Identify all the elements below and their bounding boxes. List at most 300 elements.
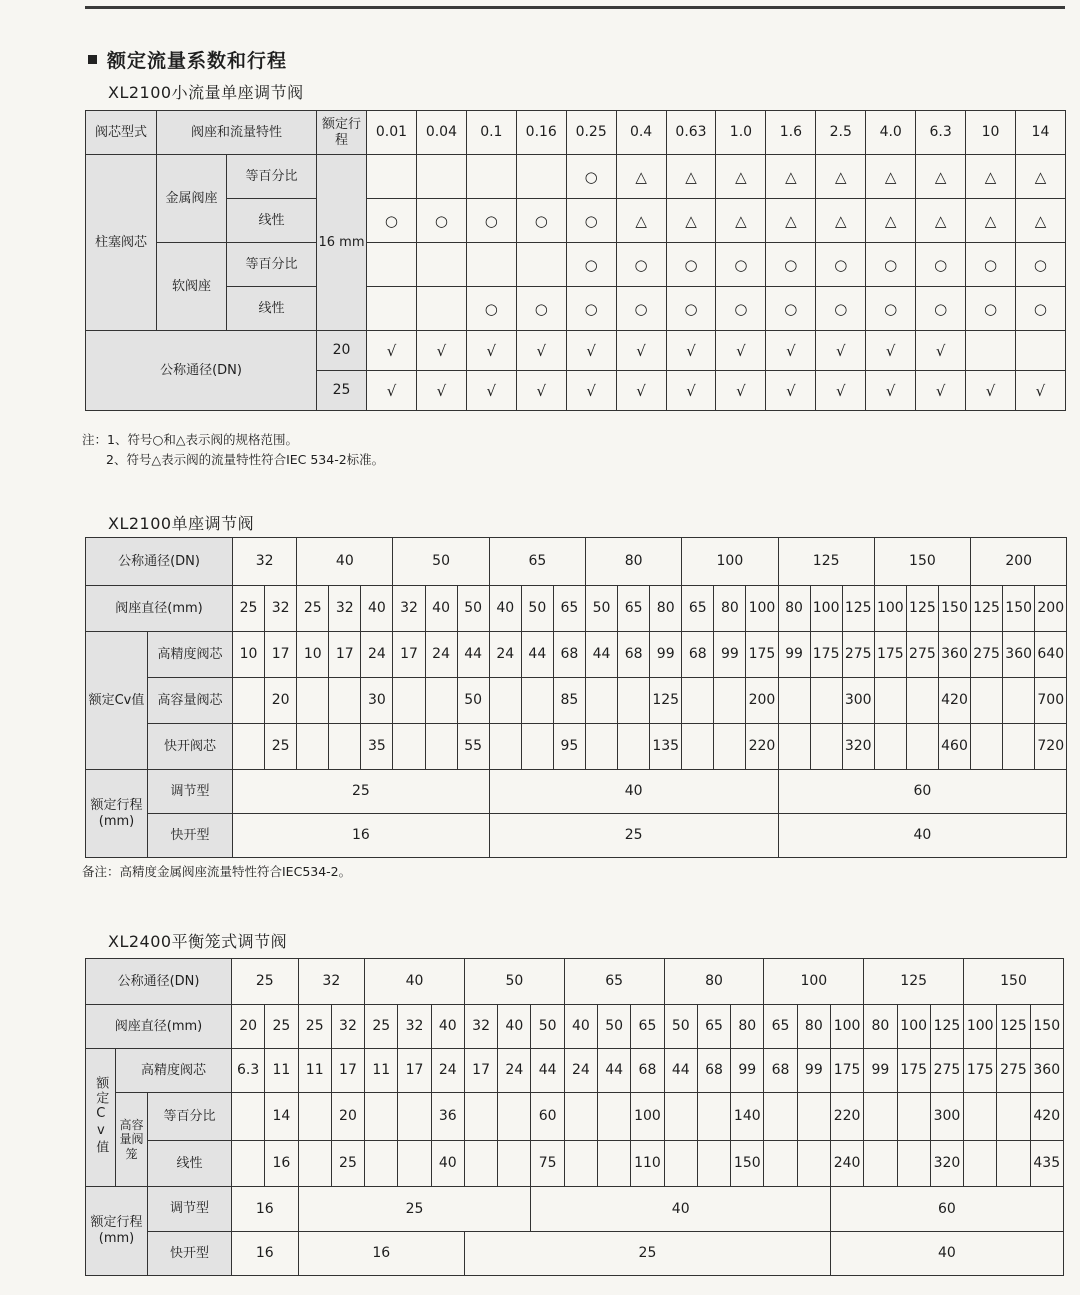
qo-value-cell — [778, 724, 810, 770]
eq-value-cell — [864, 1093, 897, 1141]
quick-open-core-label: 快开阀芯 — [148, 724, 233, 770]
seat-value-cell: 32 — [331, 1005, 364, 1049]
high-precision-core-label: 高精度阀芯 — [116, 1049, 232, 1093]
eq-value-cell — [897, 1093, 930, 1141]
spec-symbol-cell: √ — [866, 331, 916, 371]
soft-seat-label: 软阀座 — [157, 243, 227, 331]
lin-value-cell: 435 — [1030, 1141, 1063, 1187]
bullet-square-icon — [88, 55, 97, 64]
qo-value-cell — [810, 724, 842, 770]
spec-symbol-cell: △ — [916, 155, 966, 199]
spec-symbol-cell: √ — [516, 331, 566, 371]
seat-value-cell: 150 — [1003, 586, 1035, 632]
spec-symbol-cell: △ — [866, 155, 916, 199]
seat-value-cell: 25 — [365, 1005, 398, 1049]
spec-symbol-cell: ○ — [616, 287, 666, 331]
hp-value-cell: 175 — [830, 1049, 863, 1093]
hp-value-cell: 17 — [331, 1049, 364, 1093]
lin-value-cell — [797, 1141, 830, 1187]
hp-value-cell: 360 — [938, 632, 970, 678]
hp-value-cell: 360 — [1003, 632, 1035, 678]
quick-stroke-cell: 25 — [489, 814, 778, 858]
qo-value-cell — [906, 724, 938, 770]
seat-value-cell: 40 — [489, 586, 521, 632]
seat-value-cell: 32 — [398, 1005, 431, 1049]
qo-value-cell — [393, 724, 425, 770]
seat-value-cell: 100 — [874, 586, 906, 632]
spec-symbol-cell: △ — [766, 155, 816, 199]
hp-value-cell: 44 — [457, 632, 489, 678]
hc-value-cell — [874, 678, 906, 724]
qo-value-cell — [874, 724, 906, 770]
dn-header-cell: 25 — [232, 959, 299, 1005]
lin-value-cell — [564, 1141, 597, 1187]
lin-value-cell: 110 — [631, 1141, 664, 1187]
spec-symbol-cell: △ — [666, 155, 716, 199]
table-xl2100-small-flow — [85, 110, 1066, 411]
header-rated-stroke: 额定行程 — [317, 111, 367, 155]
hc-value-cell: 300 — [842, 678, 874, 724]
seat-value-cell: 65 — [682, 586, 714, 632]
hp-value-cell: 175 — [874, 632, 906, 678]
cv-header: 14 — [1016, 111, 1066, 155]
seat-value-cell: 32 — [265, 586, 297, 632]
spec-symbol-cell: △ — [616, 155, 666, 199]
hc-value-cell — [393, 678, 425, 724]
rated-stroke-label: 额定行程(mm) — [86, 1187, 148, 1276]
spec-symbol-cell: √ — [616, 331, 666, 371]
hp-value-cell: 17 — [464, 1049, 497, 1093]
seat-value-cell: 50 — [585, 586, 617, 632]
seat-value-cell: 80 — [797, 1005, 830, 1049]
spec-symbol-cell: ○ — [416, 199, 466, 243]
hc-value-cell: 50 — [457, 678, 489, 724]
seat-value-cell: 125 — [842, 586, 874, 632]
eq-value-cell: 20 — [331, 1093, 364, 1141]
spec-symbol-cell: ○ — [566, 287, 616, 331]
spec-symbol-cell: ○ — [916, 287, 966, 331]
table1-title: XL2100小流量单座调节阀 — [108, 83, 304, 102]
spec-symbol-cell: √ — [516, 371, 566, 411]
lin-value-cell: 75 — [531, 1141, 564, 1187]
seat-value-cell: 40 — [431, 1005, 464, 1049]
hp-value-cell: 44 — [585, 632, 617, 678]
seat-value-cell: 80 — [650, 586, 682, 632]
spec-symbol-cell: √ — [766, 371, 816, 411]
eq-value-cell: 300 — [930, 1093, 963, 1141]
hp-value-cell: 275 — [971, 632, 1003, 678]
spec-symbol-cell: √ — [367, 371, 417, 411]
qo-value-cell: 35 — [361, 724, 393, 770]
dn-header-cell: 32 — [298, 959, 365, 1005]
spec-symbol-cell: △ — [616, 199, 666, 243]
hp-value-cell: 68 — [631, 1049, 664, 1093]
spec-symbol-cell: √ — [1016, 371, 1066, 411]
spec-symbol-cell: √ — [766, 331, 816, 371]
hp-value-cell: 44 — [664, 1049, 697, 1093]
qo-value-cell — [585, 724, 617, 770]
qo-value-cell: 95 — [553, 724, 585, 770]
hc-value-cell — [682, 678, 714, 724]
seat-value-cell: 200 — [1035, 586, 1067, 632]
spec-symbol-cell: ○ — [466, 199, 516, 243]
eq-value-cell — [564, 1093, 597, 1141]
header-core-type: 阀芯型式 — [86, 111, 157, 155]
qo-value-cell — [329, 724, 361, 770]
cv-header: 0.01 — [367, 111, 417, 155]
metal-seat-label: 金属阀座 — [157, 155, 227, 243]
hc-value-cell: 30 — [361, 678, 393, 724]
hp-value-cell: 24 — [489, 632, 521, 678]
seat-value-cell: 100 — [964, 1005, 997, 1049]
quick-open-type-label: 快开型 — [148, 1232, 232, 1276]
seat-value-cell: 40 — [361, 586, 393, 632]
equal-percentage-label: 等百分比 — [148, 1093, 232, 1141]
seat-value-cell: 65 — [764, 1005, 797, 1049]
spec-symbol-cell: ○ — [766, 287, 816, 331]
dn-header-cell: 100 — [764, 959, 864, 1005]
seat-value-cell: 40 — [564, 1005, 597, 1049]
seat-value-cell: 80 — [778, 586, 810, 632]
hp-value-cell: 99 — [778, 632, 810, 678]
spec-symbol-cell: △ — [716, 155, 766, 199]
hp-value-cell: 175 — [746, 632, 778, 678]
spec-symbol-cell — [466, 155, 516, 199]
cv-header: 0.4 — [616, 111, 666, 155]
table-xl2400-balanced-cage — [85, 958, 1064, 1276]
spec-symbol-cell: ○ — [516, 287, 566, 331]
spec-symbol-cell — [966, 331, 1016, 371]
dn-header-cell: 40 — [297, 538, 393, 586]
hp-value-cell: 44 — [531, 1049, 564, 1093]
hp-value-cell: 360 — [1030, 1049, 1063, 1093]
seat-value-cell: 125 — [997, 1005, 1030, 1049]
dn-header-cell: 65 — [564, 959, 664, 1005]
seat-value-cell: 25 — [233, 586, 265, 632]
spec-symbol-cell: √ — [466, 331, 516, 371]
dn-header-cell: 100 — [682, 538, 778, 586]
seat-value-cell: 80 — [731, 1005, 764, 1049]
linear-label: 线性 — [227, 199, 317, 243]
table-xl2100-single-seat — [85, 537, 1067, 858]
seat-value-cell: 65 — [697, 1005, 730, 1049]
hc-value-cell — [297, 678, 329, 724]
hp-value-cell: 99 — [797, 1049, 830, 1093]
eq-value-cell — [232, 1093, 265, 1141]
eq-value-cell — [664, 1093, 697, 1141]
spec-symbol-cell: √ — [816, 331, 866, 371]
linear-label: 线性 — [227, 287, 317, 331]
high-precision-core-label: 高精度阀芯 — [148, 632, 233, 678]
lin-value-cell — [764, 1141, 797, 1187]
lin-value-cell — [498, 1141, 531, 1187]
lin-value-cell: 320 — [930, 1141, 963, 1187]
lin-value-cell — [298, 1141, 331, 1187]
hc-value-cell — [425, 678, 457, 724]
spec-symbol-cell: √ — [666, 371, 716, 411]
spec-symbol-cell — [367, 243, 417, 287]
lin-value-cell — [864, 1141, 897, 1187]
spec-symbol-cell — [516, 155, 566, 199]
lin-value-cell — [398, 1141, 431, 1187]
dn-header-cell: 80 — [664, 959, 764, 1005]
lin-value-cell — [232, 1141, 265, 1187]
seat-value-cell: 50 — [598, 1005, 631, 1049]
qo-value-cell — [297, 724, 329, 770]
cv-header: 1.6 — [766, 111, 816, 155]
hp-value-cell: 99 — [714, 632, 746, 678]
spec-symbol-cell — [416, 243, 466, 287]
dn-header-cell: 150 — [874, 538, 970, 586]
spec-symbol-cell: √ — [916, 371, 966, 411]
dn-header-cell: 80 — [585, 538, 681, 586]
table2-note: 备注：高精度金属阀座流量特性符合IEC534-2。 — [82, 864, 352, 879]
spec-symbol-cell: √ — [566, 371, 616, 411]
seat-value-cell: 125 — [906, 586, 938, 632]
spec-symbol-cell: √ — [616, 371, 666, 411]
eq-value-cell — [464, 1093, 497, 1141]
hp-value-cell: 17 — [393, 632, 425, 678]
qo-value-cell — [618, 724, 650, 770]
hc-value-cell — [714, 678, 746, 724]
hc-value-cell — [489, 678, 521, 724]
hp-value-cell: 175 — [810, 632, 842, 678]
spec-symbol-cell: ○ — [966, 287, 1016, 331]
hp-value-cell: 10 — [297, 632, 329, 678]
spec-symbol-cell: △ — [966, 199, 1016, 243]
regulating-type-label: 调节型 — [148, 770, 233, 814]
spec-symbol-cell: √ — [816, 371, 866, 411]
hc-value-cell — [810, 678, 842, 724]
qo-value-cell: 320 — [842, 724, 874, 770]
quick-stroke-cell: 40 — [778, 814, 1067, 858]
hp-value-cell: 275 — [997, 1049, 1030, 1093]
eq-value-cell: 60 — [531, 1093, 564, 1141]
spec-symbol-cell — [516, 243, 566, 287]
hc-value-cell — [778, 678, 810, 724]
lin-value-cell: 40 — [431, 1141, 464, 1187]
dn-header-cell: 40 — [365, 959, 465, 1005]
spec-symbol-cell: △ — [816, 155, 866, 199]
dn-header-cell: 125 — [864, 959, 964, 1005]
hp-value-cell: 175 — [964, 1049, 997, 1093]
hp-value-cell: 44 — [598, 1049, 631, 1093]
hc-value-cell — [233, 678, 265, 724]
hp-value-cell: 275 — [930, 1049, 963, 1093]
hp-value-cell: 17 — [398, 1049, 431, 1093]
plunger-core-label: 柱塞阀芯 — [86, 155, 157, 331]
spec-symbol-cell: √ — [716, 331, 766, 371]
eq-value-cell — [365, 1093, 398, 1141]
hp-value-cell: 24 — [361, 632, 393, 678]
equal-percentage-label: 等百分比 — [227, 155, 317, 199]
hc-value-cell: 420 — [938, 678, 970, 724]
lin-value-cell — [697, 1141, 730, 1187]
dn-header-cell: 32 — [233, 538, 297, 586]
hc-value-cell — [329, 678, 361, 724]
seat-value-cell: 40 — [498, 1005, 531, 1049]
cv-header: 0.04 — [416, 111, 466, 155]
spec-symbol-cell — [1016, 331, 1066, 371]
hp-value-cell: 11 — [265, 1049, 298, 1093]
dn-header-cell: 50 — [393, 538, 489, 586]
spec-symbol-cell: ○ — [916, 243, 966, 287]
seat-value-cell: 80 — [864, 1005, 897, 1049]
section-heading — [88, 46, 287, 73]
quick-stroke-cell: 16 — [232, 1232, 299, 1276]
hp-value-cell: 11 — [365, 1049, 398, 1093]
lin-value-cell: 16 — [265, 1141, 298, 1187]
hc-value-cell: 200 — [746, 678, 778, 724]
seat-value-cell: 65 — [631, 1005, 664, 1049]
hc-value-cell — [521, 678, 553, 724]
cv-header: 0.63 — [666, 111, 716, 155]
quick-stroke-cell: 40 — [830, 1232, 1063, 1276]
dn-header-cell: 150 — [964, 959, 1064, 1005]
reg-stroke-cell: 25 — [298, 1187, 531, 1232]
rated-cv-label-text: 额定Cv值 — [93, 1075, 109, 1155]
seat-value-cell: 100 — [830, 1005, 863, 1049]
dn-header-cell: 125 — [778, 538, 874, 586]
high-capacity-core-label: 高容量阀芯 — [148, 678, 233, 724]
lin-value-cell — [365, 1141, 398, 1187]
spec-symbol-cell: △ — [716, 199, 766, 243]
lin-value-cell — [598, 1141, 631, 1187]
table1-note-1: 注：1、符号○和△表示阀的规格范围。 — [82, 432, 298, 447]
hp-value-cell: 68 — [682, 632, 714, 678]
spec-symbol-cell: √ — [416, 331, 466, 371]
seat-value-cell: 100 — [897, 1005, 930, 1049]
hp-value-cell: 24 — [425, 632, 457, 678]
reg-stroke-cell: 25 — [233, 770, 490, 814]
spec-symbol-cell: ○ — [367, 199, 417, 243]
dn-20: 20 — [317, 331, 367, 371]
spec-symbol-cell — [416, 155, 466, 199]
seat-value-cell: 125 — [930, 1005, 963, 1049]
hp-value-cell: 24 — [431, 1049, 464, 1093]
nominal-diameter-label: 公称通径(DN) — [86, 331, 317, 411]
regulating-type-label: 调节型 — [148, 1187, 232, 1232]
spec-symbol-cell: ○ — [566, 199, 616, 243]
qo-value-cell — [521, 724, 553, 770]
dn-25: 25 — [317, 371, 367, 411]
spec-symbol-cell: √ — [367, 331, 417, 371]
seat-value-cell: 50 — [664, 1005, 697, 1049]
lin-value-cell — [964, 1141, 997, 1187]
reg-stroke-cell: 40 — [489, 770, 778, 814]
hp-value-cell: 11 — [298, 1049, 331, 1093]
lin-value-cell: 25 — [331, 1141, 364, 1187]
seat-value-cell: 25 — [297, 586, 329, 632]
seat-value-cell: 80 — [714, 586, 746, 632]
qo-value-cell: 460 — [938, 724, 970, 770]
spec-symbol-cell: △ — [1016, 155, 1066, 199]
cv-header: 0.16 — [516, 111, 566, 155]
seat-value-cell: 32 — [329, 586, 361, 632]
qo-value-cell: 135 — [650, 724, 682, 770]
spec-symbol-cell: ○ — [566, 243, 616, 287]
lin-value-cell — [997, 1141, 1030, 1187]
cv-header: 1.0 — [716, 111, 766, 155]
nominal-diameter-label: 公称通径(DN) — [86, 538, 233, 586]
cv-header: 0.25 — [566, 111, 616, 155]
rated-stroke-label: 额定行程(mm) — [86, 770, 148, 858]
cv-header: 6.3 — [916, 111, 966, 155]
spec-symbol-cell: ○ — [816, 243, 866, 287]
spec-symbol-cell: ○ — [1016, 287, 1066, 331]
spec-symbol-cell: △ — [966, 155, 1016, 199]
spec-symbol-cell: △ — [666, 199, 716, 243]
seat-diameter-label: 阀座直径(mm) — [86, 586, 233, 632]
hp-value-cell: 68 — [697, 1049, 730, 1093]
seat-value-cell: 100 — [746, 586, 778, 632]
eq-value-cell: 100 — [631, 1093, 664, 1141]
qo-value-cell — [233, 724, 265, 770]
seat-value-cell: 150 — [938, 586, 970, 632]
spec-symbol-cell: △ — [1016, 199, 1066, 243]
qo-value-cell — [714, 724, 746, 770]
seat-value-cell: 65 — [553, 586, 585, 632]
hc-value-cell: 700 — [1035, 678, 1067, 724]
cv-header: 2.5 — [816, 111, 866, 155]
qo-value-cell — [971, 724, 1003, 770]
top-rule — [85, 6, 1065, 9]
spec-symbol-cell: √ — [666, 331, 716, 371]
spec-symbol-cell — [367, 287, 417, 331]
seat-value-cell: 32 — [464, 1005, 497, 1049]
hp-value-cell: 24 — [564, 1049, 597, 1093]
spec-symbol-cell: △ — [866, 199, 916, 243]
reg-stroke-cell: 40 — [531, 1187, 830, 1232]
dn-header-cell: 200 — [971, 538, 1067, 586]
quick-open-type-label: 快开型 — [148, 814, 233, 858]
seat-value-cell: 25 — [298, 1005, 331, 1049]
spec-symbol-cell: √ — [866, 371, 916, 411]
high-capacity-cage-label: 高容量阀笼 — [116, 1093, 148, 1187]
seat-value-cell: 40 — [425, 586, 457, 632]
hp-value-cell: 68 — [764, 1049, 797, 1093]
dn-header-cell: 65 — [489, 538, 585, 586]
eq-value-cell — [797, 1093, 830, 1141]
spec-symbol-cell: √ — [916, 331, 966, 371]
seat-value-cell: 50 — [521, 586, 553, 632]
hc-value-cell: 125 — [650, 678, 682, 724]
spec-symbol-cell — [367, 155, 417, 199]
nominal-diameter-label: 公称通径(DN) — [86, 959, 232, 1005]
section-heading-text: 额定流量系数和行程 — [107, 50, 288, 72]
spec-symbol-cell: ○ — [716, 287, 766, 331]
seat-value-cell: 50 — [531, 1005, 564, 1049]
hp-value-cell: 275 — [906, 632, 938, 678]
hc-value-cell — [618, 678, 650, 724]
spec-symbol-cell: ○ — [666, 287, 716, 331]
lin-value-cell — [464, 1141, 497, 1187]
seat-value-cell: 50 — [457, 586, 489, 632]
spec-symbol-cell — [416, 287, 466, 331]
table1-note-2: 2、符号△表示阀的流量特性符合IEC 534-2标准。 — [106, 452, 385, 467]
eq-value-cell: 420 — [1030, 1093, 1063, 1141]
spec-symbol-cell — [466, 243, 516, 287]
seat-value-cell: 65 — [618, 586, 650, 632]
seat-value-cell: 125 — [971, 586, 1003, 632]
equal-percentage-label: 等百分比 — [227, 243, 317, 287]
spec-symbol-cell: ○ — [516, 199, 566, 243]
qo-value-cell: 55 — [457, 724, 489, 770]
spec-symbol-cell: √ — [966, 371, 1016, 411]
spec-symbol-cell: ○ — [466, 287, 516, 331]
spec-symbol-cell: △ — [766, 199, 816, 243]
seat-value-cell: 25 — [265, 1005, 298, 1049]
